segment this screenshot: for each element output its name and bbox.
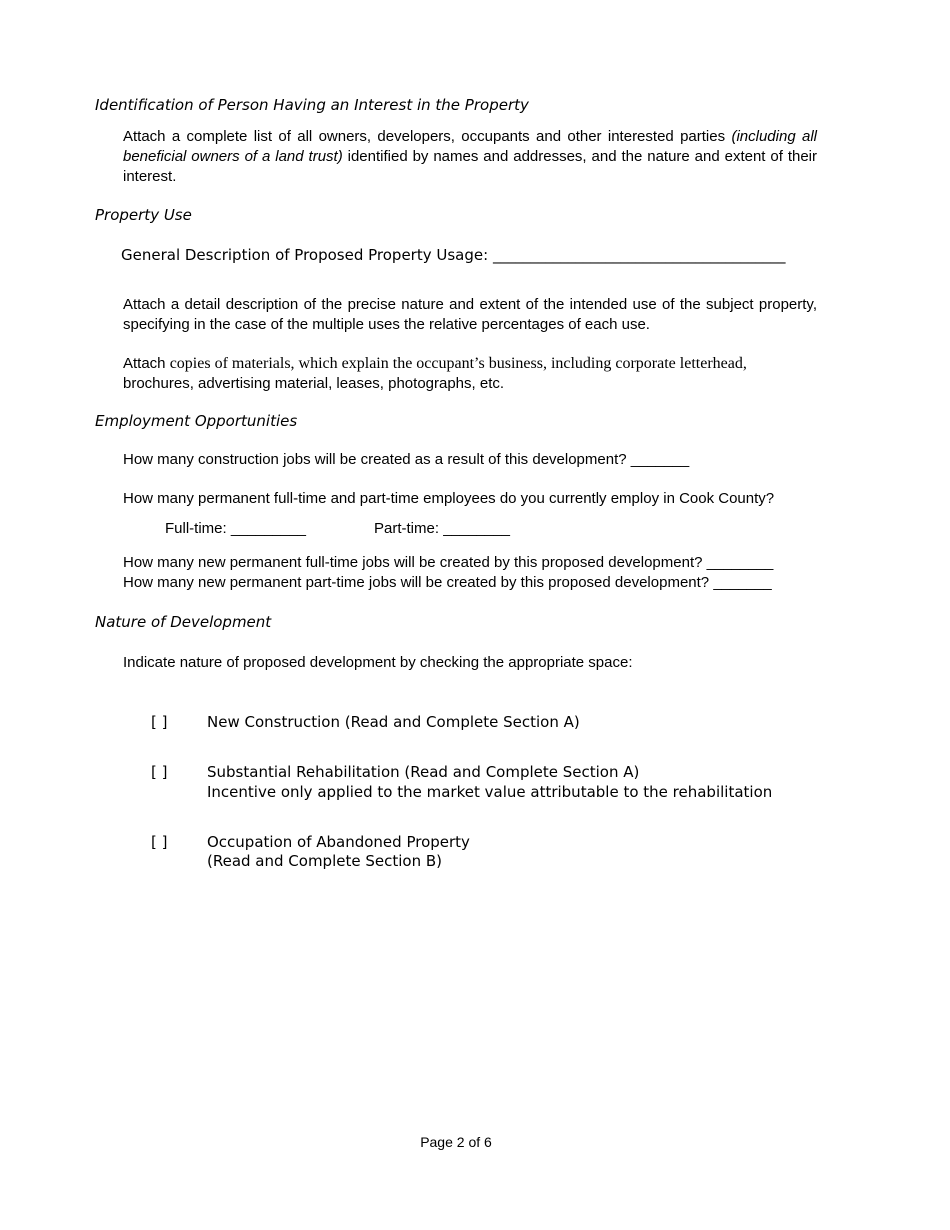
general-description-row — [121, 246, 785, 264]
new-parttime-jobs-blank[interactable]: _______ — [713, 574, 772, 591]
page-number: Page 2 of 6 — [420, 1134, 492, 1150]
fulltime-blank[interactable]: _________ — [230, 520, 306, 537]
construction-jobs-question — [123, 451, 689, 468]
option-new-construction-label: New Construction (Read and Complete Section A) — [207, 713, 580, 731]
property-use-para2-start: Attach — [123, 355, 170, 372]
section-title-nature: Nature of Development — [95, 613, 272, 631]
checkbox-substantial-rehabilitation[interactable]: [ ] — [151, 763, 168, 781]
property-use-paragraph-2 — [123, 354, 817, 394]
property-use-paragraph-1: Attach a detail description of the precise nature and extent of the intended use of the subject property, specifying in the case of the multiple uses the relative percentages of each use. — [123, 296, 817, 333]
parttime-blank[interactable]: ________ — [443, 520, 510, 537]
identification-text-italic: (including all beneficial owners of a land trust) — [123, 128, 817, 165]
option-abandoned-property-note: (Read and Complete Section B) — [207, 852, 442, 870]
section-title-identification: Identification of Person Having an Interest in the Property — [95, 96, 529, 114]
identification-text-start: Attach a complete list of all owners, developers, occupants and other interested parties — [123, 128, 732, 145]
option-abandoned-property-label: Occupation of Abandoned Property — [207, 833, 470, 851]
fulltime-row — [165, 520, 306, 537]
general-description-blank[interactable]: _______________________________________ — [492, 246, 786, 264]
general-description-label: General Description of Proposed Property Usage: — [121, 246, 489, 264]
new-parttime-jobs-question — [123, 574, 772, 591]
option-substantial-rehabilitation-note: Incentive only applied to the market value attributable to the rehabilitation — [207, 783, 773, 801]
parttime-row — [374, 520, 510, 537]
fulltime-label: Full-time: — [165, 520, 227, 537]
current-employees-question: How many permanent full-time and part-time employees do you currently employ in Cook County? — [123, 490, 775, 507]
new-parttime-jobs-label: How many new permanent part-time jobs will be created by this proposed development? — [123, 574, 710, 591]
identification-paragraph — [123, 127, 817, 187]
nature-instruction: Indicate nature of proposed development by checking the appropriate space: — [123, 654, 633, 671]
checkbox-abandoned-property[interactable]: [ ] — [151, 833, 168, 851]
identification-text-end: identified by names and addresses, and the nature and extent of their interest. — [123, 148, 817, 185]
construction-jobs-blank[interactable]: _______ — [630, 451, 690, 468]
construction-jobs-label: How many construction jobs will be created as a result of this development? — [123, 451, 627, 468]
property-use-para2-serif: copies of materials, which explain the occupant’s business, including corporate letterhead, — [169, 355, 747, 372]
property-use-para2-end: brochures, advertising material, leases, photographs, etc. — [123, 375, 505, 392]
section-title-property-use: Property Use — [95, 206, 192, 224]
parttime-label: Part-time: — [374, 520, 440, 537]
option-substantial-rehabilitation-label: Substantial Rehabilitation (Read and Complete Section A) — [207, 763, 640, 781]
new-fulltime-jobs-question — [123, 554, 773, 571]
checkbox-new-construction[interactable]: [ ] — [151, 713, 168, 731]
new-fulltime-jobs-blank[interactable]: ________ — [706, 554, 774, 571]
section-title-employment: Employment Opportunities — [95, 412, 298, 430]
new-fulltime-jobs-label: How many new permanent full-time jobs will be created by this proposed development? — [123, 554, 703, 571]
